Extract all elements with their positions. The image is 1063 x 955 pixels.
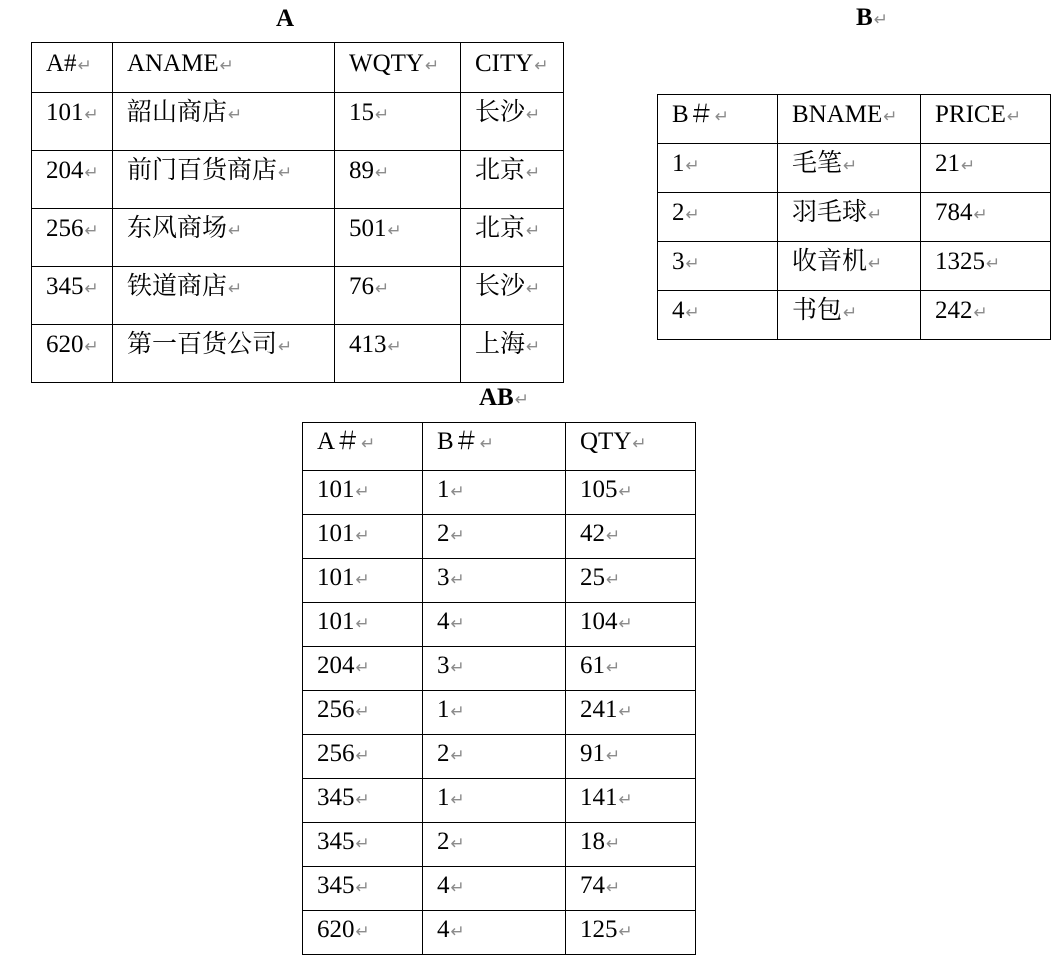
table-cell: 1325↵ (921, 242, 1051, 291)
table-cell: 4↵ (423, 603, 566, 647)
header-cell: A＃↵ (303, 423, 423, 471)
table-a-header-row (32, 43, 564, 93)
table-cell: 204↵ (32, 151, 113, 209)
table-row (32, 325, 564, 383)
table-ab-caption: AB↵ (479, 384, 529, 411)
table-cell: 620↵ (303, 911, 423, 955)
table-cell: 北京↵ (461, 151, 564, 209)
header-cell: BNAME↵ (778, 95, 921, 144)
table-cell: 收音机↵ (778, 242, 921, 291)
table-b (657, 94, 1051, 340)
table-cell: 241↵ (566, 691, 696, 735)
table-cell: 15↵ (335, 93, 461, 151)
table-a (31, 42, 564, 383)
table-cell: 76↵ (335, 267, 461, 325)
table-cell: 141↵ (566, 779, 696, 823)
table-cell: 上海↵ (461, 325, 564, 383)
table-cell: 256↵ (303, 691, 423, 735)
header-cell: QTY↵ (566, 423, 696, 471)
table-row (32, 267, 564, 325)
table-cell: 413↵ (335, 325, 461, 383)
table-cell: 3↵ (423, 647, 566, 691)
table-cell: 长沙↵ (461, 267, 564, 325)
table-cell: 25↵ (566, 559, 696, 603)
table-row (303, 779, 696, 823)
table-cell: 3↵ (423, 559, 566, 603)
header-cell: WQTY↵ (335, 43, 461, 93)
table-cell: 前门百货商店↵ (113, 151, 335, 209)
header-cell: B＃↵ (423, 423, 566, 471)
table-row (32, 151, 564, 209)
table-cell: 101↵ (303, 603, 423, 647)
table-row (32, 209, 564, 267)
table-cell: 345↵ (303, 779, 423, 823)
table-cell: 4↵ (658, 291, 778, 340)
table-cell: 1↵ (423, 779, 566, 823)
table-ab (302, 422, 696, 955)
table-row (303, 691, 696, 735)
table-cell: 书包↵ (778, 291, 921, 340)
table-cell: 2↵ (658, 193, 778, 242)
table-row (303, 559, 696, 603)
table-cell: 101↵ (32, 93, 113, 151)
table-row (658, 291, 1051, 340)
table-cell: 784↵ (921, 193, 1051, 242)
table-cell: 毛笔↵ (778, 144, 921, 193)
table-cell: 4↵ (423, 911, 566, 955)
table-row (32, 93, 564, 151)
table-cell: 2↵ (423, 515, 566, 559)
table-cell: 羽毛球↵ (778, 193, 921, 242)
header-cell: B＃↵ (658, 95, 778, 144)
table-row (658, 193, 1051, 242)
table-cell: 242↵ (921, 291, 1051, 340)
table-b-header-row (658, 95, 1051, 144)
table-cell: 2↵ (423, 823, 566, 867)
table-cell: 345↵ (303, 823, 423, 867)
header-cell: ANAME↵ (113, 43, 335, 93)
table-cell: 3↵ (658, 242, 778, 291)
table-row (303, 647, 696, 691)
table-cell: 1↵ (423, 471, 566, 515)
table-cell: 2↵ (423, 735, 566, 779)
table-cell: 韶山商店↵ (113, 93, 335, 151)
header-cell: A#↵ (32, 43, 113, 93)
table-row (658, 144, 1051, 193)
header-cell: PRICE↵ (921, 95, 1051, 144)
table-cell: 204↵ (303, 647, 423, 691)
table-cell: 101↵ (303, 559, 423, 603)
table-cell: 345↵ (303, 867, 423, 911)
table-row (303, 735, 696, 779)
table-cell: 21↵ (921, 144, 1051, 193)
table-cell: 东风商场↵ (113, 209, 335, 267)
table-cell: 101↵ (303, 515, 423, 559)
table-cell: 61↵ (566, 647, 696, 691)
table-row (303, 603, 696, 647)
table-cell: 89↵ (335, 151, 461, 209)
table-cell: 18↵ (566, 823, 696, 867)
table-cell: 91↵ (566, 735, 696, 779)
table-a-caption: A (276, 5, 295, 32)
table-cell: 125↵ (566, 911, 696, 955)
table-cell: 4↵ (423, 867, 566, 911)
table-cell: 铁道商店↵ (113, 267, 335, 325)
table-cell: 620↵ (32, 325, 113, 383)
table-cell: 501↵ (335, 209, 461, 267)
table-cell: 345↵ (32, 267, 113, 325)
table-b-caption: B↵ (856, 4, 888, 31)
table-cell: 1↵ (423, 691, 566, 735)
table-cell: 256↵ (32, 209, 113, 267)
table-row (303, 515, 696, 559)
header-cell: CITY↵ (461, 43, 564, 93)
table-cell: 104↵ (566, 603, 696, 647)
table-cell: 256↵ (303, 735, 423, 779)
table-row (303, 823, 696, 867)
table-row (303, 471, 696, 515)
table-row (658, 242, 1051, 291)
table-cell: 1↵ (658, 144, 778, 193)
table-ab-header-row (303, 423, 696, 471)
table-row (303, 867, 696, 911)
table-cell: 42↵ (566, 515, 696, 559)
table-cell: 74↵ (566, 867, 696, 911)
table-cell: 105↵ (566, 471, 696, 515)
table-row (303, 911, 696, 955)
table-cell: 第一百货公司↵ (113, 325, 335, 383)
table-cell: 长沙↵ (461, 93, 564, 151)
table-cell: 北京↵ (461, 209, 564, 267)
table-cell: 101↵ (303, 471, 423, 515)
